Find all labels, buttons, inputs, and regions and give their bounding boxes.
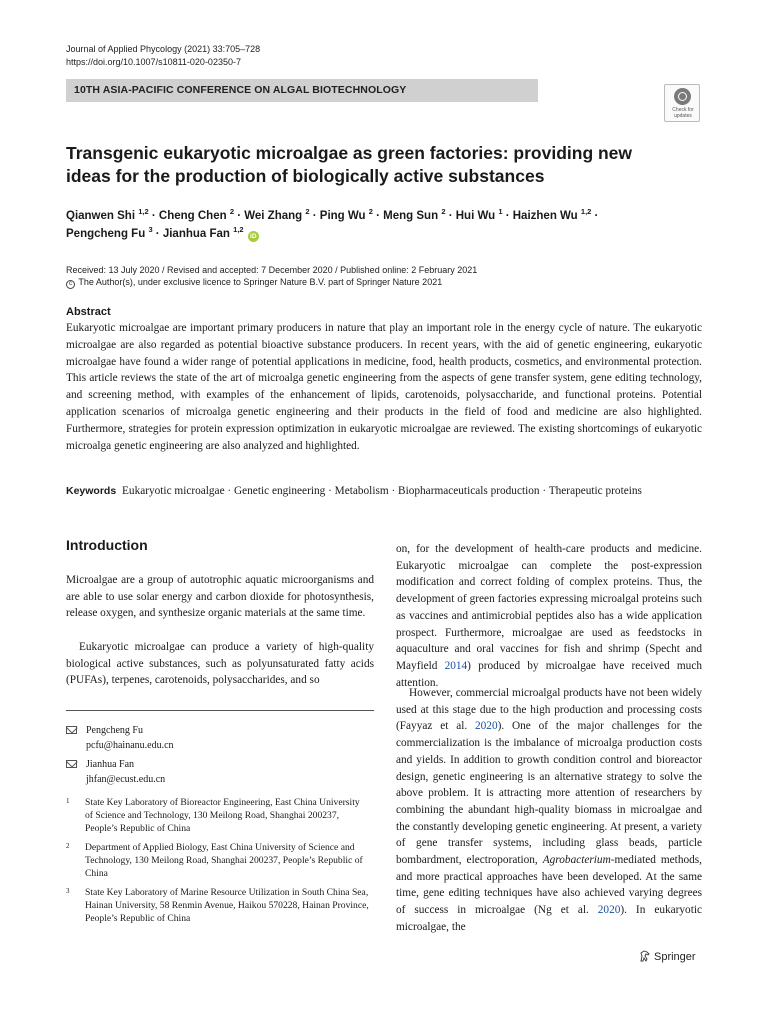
author-name[interactable]: Haizhen Wu xyxy=(512,210,578,222)
intro-paragraph-2: Eukaryotic microalgae can produce a variety of high-quality biological active substances, such as polyunsaturated fatty acids (PUFAs), terpenes, carotenoids, polysaccharides, and so xyxy=(66,641,374,687)
copyright-line xyxy=(66,277,442,289)
envelope-icon xyxy=(66,760,77,768)
copyright-icon: c xyxy=(66,280,75,289)
author-affil: 2 xyxy=(229,207,234,216)
author-affil: 1,2 xyxy=(138,207,149,216)
publication-dates: Received: 13 July 2020 / Revised and accepted: 7 December 2020 / Published online: 2 February 2021 xyxy=(66,265,478,275)
contact-name: Pengcheng Fu xyxy=(86,725,143,736)
footnote-divider xyxy=(66,710,374,711)
affiliation-text: State Key Laboratory of Bioreactor Engineering, East China University of Science and Technology, 130 Meilong Road, Shanghai 200237, People’s Republic of China xyxy=(85,797,360,834)
author-name[interactable]: Pengcheng Fu xyxy=(66,228,146,240)
citation-link[interactable]: 2020 xyxy=(475,720,498,733)
author-name[interactable]: Meng Sun xyxy=(383,210,439,222)
author-affil: 1,2 xyxy=(233,225,244,234)
check-updates-button[interactable] xyxy=(664,84,700,122)
keywords-text: Eukaryotic microalgae · Genetic engineering · Metabolism · Biopharmaceuticals production · Therapeutic proteins xyxy=(122,485,642,497)
article-title: Transgenic eukaryotic microalgae as green factories: providing new ideas for the production of biologically active substances xyxy=(66,143,633,186)
copyright-text: The Author(s), under exclusive licence to Springer Nature B.V. part of Springer Nature 2021 xyxy=(78,277,443,287)
intro-paragraph-1: Microalgae are a group of autotrophic aquatic microorganisms and are able to use solar energy and carbon dioxide for photosynthesis, release oxygen, and synthesize organic materials at the same time. xyxy=(66,574,374,620)
author-list: Qianwen Shi $^{1,2}$ · Cheng Chen $^2$ · Wei Zhang $^2$ · Ping Wu $^2$ · Meng Sun $^2$ · Hui Wu $^1$ · Haizhen Wu $^{1,2}$ · Pengcheng Fu $^3$ · Jianhua Fan $^{1,2}$ iD xyxy=(66,207,599,240)
intro-paragraph-4 xyxy=(396,685,702,936)
doi-link[interactable]: https://doi.org/10.1007/s10811-020-02350-7 xyxy=(66,57,241,67)
affiliation-text: Department of Applied Biology, East China University of Science and Technology, 130 Meilong Road, Shanghai 200237, People’s Republic of China xyxy=(85,842,363,879)
affiliation-number: 3 xyxy=(66,887,70,895)
text-run: However, commercial microalgal products have not been widely used at this stage due to the high production and processing costs (Fayyaz et al. xyxy=(396,687,702,733)
text-run: ). One of the major challenges for the commercialization is the imbalance of microalga production costs and yields. In addition to growth condition control and bioreactor design, genetic engineering is an alternative strategy to solve the above problem. It is attracting more attention of researchers by combining the abundant high-quality biomass in microalgae and the constantly developing genetic engineering. At present, a variety of gene transfer systems, including glass beads, particle bombardment, electroporation, xyxy=(396,720,702,867)
author-affil: 3 xyxy=(148,225,153,234)
text-run: ) produced by microalgae have received much attention. xyxy=(396,659,702,689)
orcid-icon[interactable]: iD xyxy=(248,231,259,242)
conference-banner-text: 10TH ASIA-PACIFIC CONFERENCE ON ALGAL BIOTECHNOLOGY xyxy=(74,84,407,96)
author-affil: 2 xyxy=(305,207,310,216)
check-updates-icon xyxy=(674,88,691,105)
italic-term: Agrobacterium xyxy=(542,854,611,867)
check-updates-label: Check for updates xyxy=(672,107,694,119)
text-run: on, for the development of health-care products and medicine. Eukaryotic microalgae can complete the post-expression modification and correct folding of complex proteins. Thus, the development of green factories expressing microalgal proteins such as vaccines and antimicrobial peptides also has a wide application prospect. Furthermore, microalgae are used as feedstocks in aquaculture and oral vaccines for fish and shrimp (Specht and Mayfield xyxy=(396,543,702,672)
text-run: ). In eukaryotic microalgae, the xyxy=(396,904,702,933)
journal-citation: Journal of Applied Phycology (2021) 33:705–728 xyxy=(66,44,261,54)
keywords-label: Keywords xyxy=(66,485,117,497)
author-affil: 1 xyxy=(498,207,503,216)
author-affil: 2 xyxy=(368,207,373,216)
text-run: -mediated methods, and more practical approaches have been developed. At the same time, gene editing techniques have also achieved varying degrees of success in microalgae (Ng et al. xyxy=(396,854,702,917)
affiliation-number: 2 xyxy=(66,842,70,850)
author-name[interactable]: Ping Wu xyxy=(319,210,366,222)
introduction-heading: Introduction xyxy=(66,537,148,553)
intro-paragraph-3 xyxy=(396,541,702,691)
author-name[interactable]: Wei Zhang xyxy=(244,210,303,222)
author-name[interactable]: Qianwen Shi xyxy=(66,210,136,222)
envelope-icon xyxy=(66,726,77,734)
author-affil: 2 xyxy=(441,207,446,216)
keywords-line xyxy=(66,485,706,497)
contact-name: Jianhua Fan xyxy=(86,759,135,770)
contact-email[interactable]: pcfu@hainanu.edu.cn xyxy=(86,740,174,751)
publisher-name: Springer xyxy=(654,951,696,963)
springer-horse-icon xyxy=(639,950,651,962)
springer-logo xyxy=(639,950,696,963)
citation-link[interactable]: 2014 xyxy=(444,659,468,672)
affiliation-number: 1 xyxy=(66,797,70,805)
conference-banner xyxy=(66,79,538,102)
affiliation-text: State Key Laboratory of Marine Resource Utilization in South China Sea, Hainan University, 58 Renmin Avenue, Haikou 570228, Hainan Province, People’s Republic of China xyxy=(85,887,369,924)
author-name[interactable]: Jianhua Fan xyxy=(162,228,230,240)
author-name[interactable]: Cheng Chen xyxy=(158,210,227,222)
author-affil: 1,2 xyxy=(580,207,592,216)
citation-link[interactable]: 2020 xyxy=(597,904,621,917)
abstract-heading: Abstract xyxy=(66,306,111,318)
abstract-body: Eukaryotic microalgae are important primary producers in nature that play an important role in the energy cycle of nature. The eukaryotic microalgae are also regarded as potential bioactive substance producers. In recent years, with the aid of genetic engineering, eukaryotic microalgae have found a wider range of potential applications in medicine, food, health products, cosmetics, and environmental protection. This article reviews the state of the art of microalga genetic engineering from the aspects of gene transfer system, gene editing technology, and screening method, with examples of the enhancement of lipids, carotenoids, polysaccharide, and functional proteins. Potential application scenarios of microalga genetic engineering and their products in the field of food and medicine are also highlighted. Furthermore, strategies for protein expression optimization in eukaryotic microalgae are reviewed. The existing shortcomings of eukaryotic microalga genetic engineering are also analyzed and highlighted. xyxy=(66,322,702,452)
contact-email[interactable]: jhfan@ecust.edu.cn xyxy=(86,774,166,785)
author-name[interactable]: Hui Wu xyxy=(455,210,496,222)
